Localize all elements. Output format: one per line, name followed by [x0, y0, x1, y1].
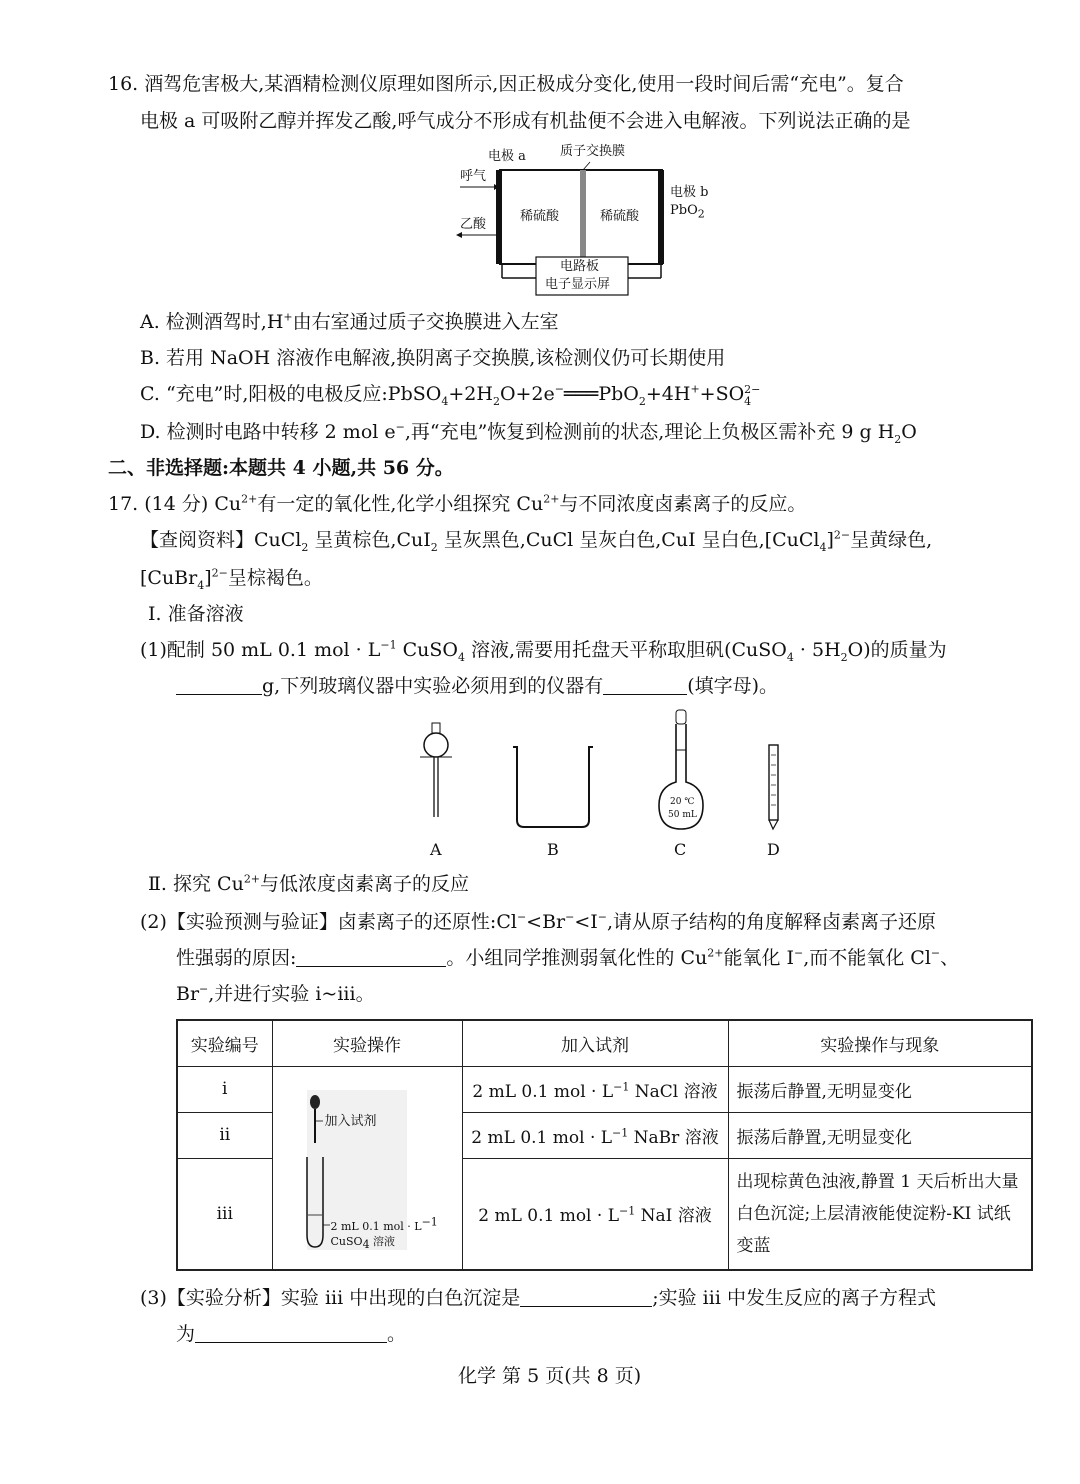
operation-figure-cell [272, 1066, 462, 1270]
q16-option-d: D. 检测时电路中转移 2 mol e−,再“充电”恢复到检测前的状态,理论上负极区需补充 9 g $H_2O$ [140, 420, 917, 446]
phenomenon-cell: 振荡后静置,无明显变化 [728, 1112, 1032, 1158]
q17-intro: 17. (14 分) $Cu^{2+}$有一定的氧化性,化学小组探究 $Cu^{2+}$与不同浓度卤素离子的反应。 [108, 492, 807, 515]
q17-p1-line2: g,下列玻璃仪器中实验必须用到的仪器有 (填字母)。 [176, 674, 778, 698]
experiment-table [176, 1019, 1033, 1271]
cell-diagram [450, 140, 740, 300]
tube-label-line2: CuSO$_4$ 溶液 [330, 1234, 396, 1251]
reagent-cell: 2 mL 0.1 mol · $L^{-1}$ NaCl 溶液 [462, 1066, 728, 1112]
q17-p1-line1: (1)配制 50 mL 0.1 mol · $L^{-1}$ CuSO$_4$ 溶液,需要用托盘天平称取胆矾(CuSO$_4$ · $5H_2O$)的质量为 [140, 638, 947, 664]
breath-label: 呼气 [460, 169, 487, 184]
experiment-id: i [177, 1066, 272, 1112]
instrument-label-c: C [674, 840, 687, 859]
q17-p2-line1: (2)【实验预测与验证】卤素离子的还原性:Cl−<Br−<I−,请从原子结构的角度解释卤素离子还原 [140, 910, 937, 933]
instrument-label-a: A [430, 840, 442, 859]
q16-line2: 电极 a 可吸附乙醇并挥发乙酸,呼气成分不形成有机盐便不会进入电解液。下列说法正确的是 [140, 110, 911, 132]
table-header: 实验编号 [177, 1020, 272, 1066]
instruments-figure [400, 705, 800, 840]
answer-blank-reason[interactable] [296, 948, 446, 967]
graduated-cylinder-icon [769, 745, 778, 829]
experiment-id: iii [177, 1158, 272, 1270]
reagent-cell: 2 mL 0.1 mol · $L^{-1}$ NaBr 溶液 [462, 1112, 728, 1158]
phenomenon-cell: 出现棕黄色浊液,静置 1 天后析出大量白色沉淀;上层清液能使淀粉-KI 试纸变蓝 [728, 1158, 1032, 1270]
instrument-label-b: B [547, 840, 559, 859]
display-label: 电子显示屏 [545, 277, 611, 292]
circuit-board-label: 电路板 [560, 259, 600, 274]
q17-reference-line2: [CuBr$_4$]$^{2-}$呈棕褐色。 [140, 566, 323, 592]
q16-option-a: A. 检测酒驾时,H+由右室通过质子交换膜进入左室 [140, 310, 559, 333]
electrode-b-label: 电极 b [670, 185, 709, 200]
instrument-label-d: D [767, 840, 780, 859]
table-row [177, 1066, 1032, 1112]
q17-p3-line1: (3)【实验分析】实验 iii 中出现的白色沉淀是 ;实验 iii 中发生反应的离子方程式 [140, 1287, 936, 1309]
add-reagent-label: 加入试剂 [324, 1113, 377, 1129]
q17-p3-line2: 为 。 [176, 1323, 407, 1345]
answer-blank-instruments[interactable] [603, 676, 687, 695]
reagent-cell: 2 mL 0.1 mol · $L^{-1}$ NaI 溶液 [462, 1158, 728, 1270]
tube-label-line1: 2 mL 0.1 mol · $L^{-1}$ [330, 1214, 438, 1233]
part-2-heading: Ⅱ. 探究 $Cu^{2+}$与低浓度卤素离子的反应 [148, 872, 470, 895]
separatory-funnel-icon [420, 723, 452, 817]
flask-temp-label: 20 ℃ [670, 797, 695, 807]
phenomenon-cell: 振荡后静置,无明显变化 [728, 1066, 1032, 1112]
q17-p2-line3: Br−,并进行实验 i~iii。 [176, 982, 375, 1005]
q16-option-b: B. 若用 NaOH 溶液作电解液,换阴离子交换膜,该检测仪仍可长期使用 [140, 347, 726, 369]
part-1-heading: Ⅰ. 准备溶液 [148, 603, 244, 625]
page-footer: 化学 第 5 页(共 8 页) [458, 1365, 642, 1387]
answer-blank-precipitate[interactable] [520, 1288, 652, 1307]
flask-volume-label: 50 mL [668, 810, 697, 820]
q17-reference-line1: 【查阅资料】CuCl$_2$ 呈黄棕色,CuI$_2$ 呈灰黑色,CuCl 呈灰白色,CuI 呈白色,[CuCl$_4$]$^{2-}$呈黄绿色, [140, 528, 933, 554]
table-header: 实验操作与现象 [728, 1020, 1032, 1066]
section-2-heading: 二、非选择题:本题共 4 小题,共 56 分。 [108, 457, 454, 479]
electrode-a-label: 电极 a [488, 149, 526, 164]
answer-blank-mass[interactable] [176, 676, 262, 695]
right-solution-label: 稀硫酸 [600, 209, 640, 224]
cell-diagram-svg [450, 140, 740, 300]
table-header: 实验操作 [272, 1020, 462, 1066]
beaker-icon [513, 747, 593, 827]
table-header: 加入试剂 [462, 1020, 728, 1066]
q16-line1: 16. 酒驾危害极大,某酒精检测仪原理如图所示,因正极成分变化,使用一段时间后需“充电”。复合 [108, 73, 904, 95]
membrane-label: 质子交换膜 [560, 144, 626, 159]
pbo2-label: PbO$_2$ [670, 203, 705, 221]
acetic-acid-label: 乙酸 [460, 217, 487, 232]
left-solution-label: 稀硫酸 [520, 209, 560, 224]
experiment-id: ii [177, 1112, 272, 1158]
answer-blank-equation[interactable] [195, 1324, 387, 1343]
q17-p2-line2: 性强弱的原因: 。小组同学推测弱氧化性的 $Cu^{2+}$能氧化 I−,而不能氧化 Cl−、 [176, 946, 960, 969]
q16-option-c: C. “充电”时,阳极的电极反应$:PbSO_4+2H_2O+2e^-═══PbO_2+4H^++SO_4^{2-}$ [140, 382, 761, 408]
